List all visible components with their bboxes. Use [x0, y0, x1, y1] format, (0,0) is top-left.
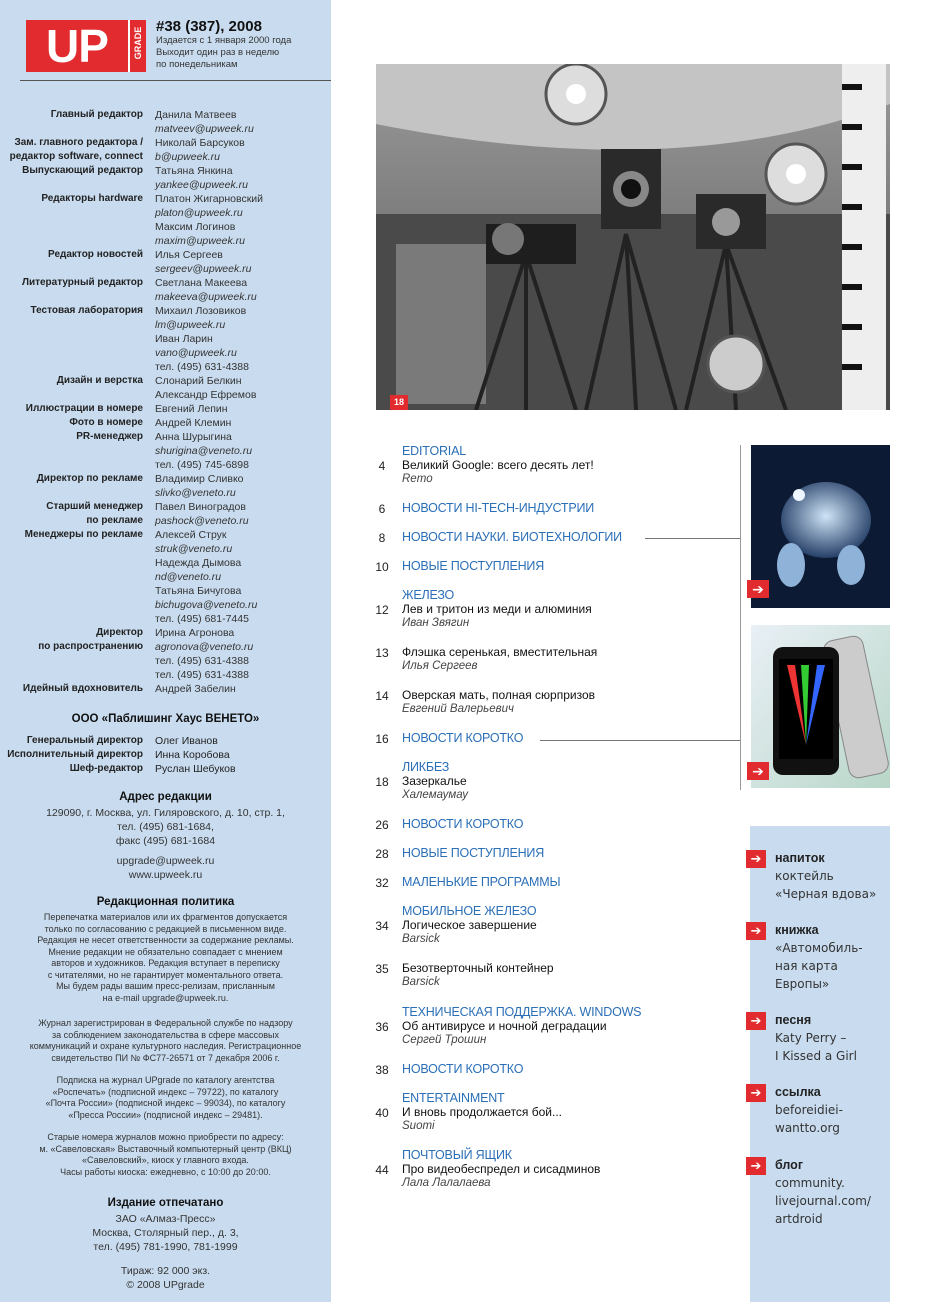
- staff-row: [0, 374, 331, 402]
- toc-author: Suomi: [402, 1120, 435, 1132]
- registration-line: Журнал зарегистрирован в Федеральной службе по надзору: [38, 1018, 293, 1028]
- leader-line: [540, 740, 740, 741]
- toc-author: Илья Сергеев: [402, 660, 478, 672]
- toc-page-number: 18: [375, 775, 389, 789]
- toc-page-number: 14: [375, 689, 389, 703]
- recommend-item: [775, 850, 876, 903]
- staff-role: по рекламе: [86, 515, 143, 526]
- toc-article-title: И вновь продолжается бой...: [402, 1105, 563, 1119]
- toc-section: МОБИЛЬНОЕ ЖЕЛЕЗО: [402, 904, 537, 918]
- toc-section: НОВОСТИ КОРОТКО: [402, 817, 524, 831]
- staff-name: Михаил Лозовиков: [155, 305, 247, 317]
- toc-section: ЛИКБЕЗ: [402, 760, 450, 774]
- recommend-text: ная карта: [775, 959, 838, 973]
- staff-name: Данила Матвеев: [155, 109, 237, 121]
- staff-role: Зам. главного редактора /: [14, 137, 143, 148]
- toc-page-number: 32: [375, 876, 389, 890]
- staff-name: Андрей Забелин: [155, 683, 236, 695]
- staff-values: [155, 430, 325, 472]
- staff-email: pashock@veneto.ru: [155, 515, 249, 527]
- old-issues-line: м. «Савеловская» Выставочный компьютерный центр (ВКЦ): [39, 1143, 292, 1154]
- staff-name: Максим Логинов: [155, 221, 236, 233]
- toc-author: Лала Лалалаева: [402, 1177, 491, 1189]
- subscription-line: «Роспечать» (подписной индекс – 79722), по каталогу: [52, 1086, 279, 1097]
- toc-article-title: Оверская мать, полная сюрпризов: [402, 688, 596, 702]
- staff-role: Литературный редактор: [21, 277, 143, 288]
- circulation-line: © 2008 UPgrade: [126, 1279, 205, 1291]
- staff-row: [0, 402, 331, 416]
- staff-values: [155, 164, 325, 192]
- publisher-name: Инна Коробова: [155, 749, 230, 761]
- toc-section: ЖЕЛЕЗО: [402, 588, 455, 602]
- recommend-text: artdroid: [775, 1212, 823, 1226]
- staff-name: тел. (495) 681-7445: [155, 613, 249, 625]
- publisher-name: Олег Иванов: [155, 735, 218, 747]
- recommend-item: [775, 1084, 843, 1137]
- recommend-text: Katy Perry –: [775, 1031, 847, 1045]
- registration-line: за соблюдением законодательства в сфере массовых: [52, 1029, 279, 1040]
- toc-article-title: Логическое завершение: [402, 918, 537, 932]
- toc-section: НОВОСТИ КОРОТКО: [402, 731, 524, 745]
- staff-name: Слонарий Белкин: [155, 375, 242, 387]
- toc-page-number: 26: [375, 818, 389, 832]
- recommend-text: Европы»: [775, 977, 830, 991]
- staff-email: b@upweek.ru: [155, 151, 220, 163]
- staff-values: [155, 248, 325, 276]
- recommend-arrow-icon: ➔: [746, 922, 766, 940]
- recommend-item: [775, 922, 863, 993]
- staff-email: bichugova@veneto.ru: [155, 599, 258, 611]
- recommend-text: community.: [775, 1176, 845, 1190]
- staff-values: [155, 514, 325, 528]
- masthead-sidebar: [0, 0, 331, 1302]
- policy-line: на e-mail upgrade@upweek.ru.: [102, 992, 229, 1003]
- publisher-row: [0, 748, 331, 762]
- toc-author: Халемаумау: [402, 789, 468, 801]
- staff-values: [155, 374, 325, 402]
- staff-email: vano@upweek.ru: [155, 347, 237, 359]
- print-title: Издание отпечатано: [107, 1197, 224, 1209]
- staff-name: тел. (495) 631-4388: [155, 655, 249, 667]
- staff-name: Евгений Лепин: [155, 403, 228, 415]
- staff-values: [155, 416, 325, 430]
- staff-role: Менеджеры по рекламе: [24, 529, 143, 540]
- toc-page-number: 4: [378, 459, 386, 473]
- address-line: 129090, г. Москва, ул. Гиляровского, д. 10, стр. 1,: [46, 807, 285, 819]
- address-line: upgrade@upweek.ru: [116, 855, 215, 867]
- staff-row: [0, 164, 331, 192]
- recommend-category: блог: [775, 1158, 804, 1172]
- staff-list: [0, 108, 331, 696]
- toc-page-number: 38: [375, 1063, 389, 1077]
- publisher-list: [0, 734, 331, 776]
- staff-role: Старший менеджер: [46, 501, 143, 512]
- toc-article-title: Лев и тритон из меди и алюминия: [402, 602, 592, 616]
- toc-section: НОВЫЕ ПОСТУПЛЕНИЯ: [402, 846, 545, 860]
- staff-values: [155, 626, 325, 640]
- publisher-row: [0, 762, 331, 776]
- toc-article-title: Зазеркалье: [402, 774, 467, 788]
- circulation-line: Тираж: 92 000 экз.: [120, 1265, 211, 1277]
- staff-values: [155, 682, 325, 696]
- logo-up-text: UP: [26, 20, 128, 72]
- publisher-role: Шеф-редактор: [69, 763, 143, 774]
- issue-number: #38 (387), 2008: [156, 18, 262, 35]
- toc-page-number: 28: [375, 847, 389, 861]
- toc-page-number: 35: [375, 962, 389, 976]
- publisher-role: Исполнительный директор: [7, 749, 143, 760]
- logo-grade-strip: [128, 20, 146, 72]
- staff-role: Редактор новостей: [48, 249, 143, 260]
- address-line: факс (495) 681-1684: [115, 835, 216, 847]
- staff-values: [155, 150, 325, 164]
- publisher-row: [0, 734, 331, 748]
- staff-email: slivko@veneto.ru: [155, 487, 236, 499]
- toc-author: Евгений Валерьевич: [402, 703, 514, 715]
- staff-name: Павел Виноградов: [155, 501, 246, 513]
- recommend-category: напиток: [775, 851, 825, 865]
- toc-author: Barsick: [402, 976, 440, 988]
- staff-name: Светлана Макеева: [155, 277, 248, 289]
- staff-name: Анна Шурыгина: [155, 431, 232, 443]
- old-issues-line: «Савеловский», киоск у главного входа.: [82, 1155, 249, 1165]
- staff-name: тел. (495) 745-6898: [155, 459, 249, 471]
- thumb-ipod-touch: [751, 625, 890, 788]
- staff-email: lm@upweek.ru: [155, 319, 226, 331]
- issue-info: [156, 18, 326, 71]
- recommend-category: книжка: [775, 923, 819, 937]
- staff-name: Иван Ларин: [155, 333, 213, 345]
- registration-line: коммуникаций и охране культурного наследия. Регистрационное: [29, 1041, 302, 1051]
- photo-page-badge: 18: [390, 395, 408, 410]
- recommend-arrow-icon: ➔: [746, 1084, 766, 1102]
- recommend-arrow-icon: ➔: [746, 1157, 766, 1175]
- recommend-item: [775, 1012, 857, 1065]
- staff-row: [0, 136, 331, 150]
- header-divider: [20, 80, 331, 81]
- publisher-name: Руслан Шебуков: [155, 763, 236, 775]
- staff-role: Иллюстрации в номере: [25, 403, 143, 414]
- old-issues-line: Старые номера журналов можно приобрести по адресу:: [47, 1132, 284, 1142]
- staff-name: Ирина Агронова: [155, 627, 235, 639]
- staff-row: [0, 150, 331, 164]
- print-line: Москва, Столярный пер., д. 3,: [92, 1227, 239, 1239]
- recommend-text: wantto.org: [775, 1121, 840, 1135]
- toc-side-rule: [740, 445, 741, 790]
- old-issues-line: Часы работы киоска: ежедневно, с 10:00 до 20:00.: [60, 1166, 271, 1177]
- staff-row: [0, 276, 331, 304]
- recommend-arrow-icon: ➔: [746, 850, 766, 868]
- toc-page-number: 34: [375, 919, 389, 933]
- toc-author: Remo: [402, 473, 433, 485]
- staff-role: Тестовая лаборатория: [30, 305, 143, 316]
- staff-role: по распространению: [38, 641, 143, 652]
- toc-page-number: 10: [375, 560, 389, 574]
- staff-role: Дизайн и верстка: [56, 375, 143, 386]
- toc-article-title: Об антивирусе и ночной деградации: [402, 1019, 607, 1033]
- staff-email: struk@veneto.ru: [155, 543, 233, 555]
- staff-row: [0, 430, 331, 472]
- staff-values: [155, 108, 325, 136]
- staff-email: agronova@veneto.ru: [155, 641, 254, 653]
- issue-line: Издается с 1 января 2000 года: [156, 35, 292, 46]
- subscription-line: «Пресса России» (подписной индекс – 29481).: [68, 1109, 263, 1120]
- staff-values: [155, 528, 325, 626]
- staff-row: [0, 304, 331, 374]
- staff-name: Платон Жигарновский: [155, 193, 264, 205]
- staff-email: makeeva@upweek.ru: [155, 291, 257, 303]
- toc-author: Иван Звягин: [402, 617, 470, 629]
- staff-email: nd@veneto.ru: [155, 571, 222, 583]
- staff-email: platon@upweek.ru: [155, 207, 243, 219]
- staff-row: [0, 108, 331, 136]
- policy-line: Мнение редакции не обязательно совпадает с мнением: [48, 946, 283, 957]
- logo-grade-text: GRADE: [133, 26, 143, 60]
- subscription-line: Подписка на журнал UPgrade по каталогу агентства: [56, 1075, 275, 1085]
- thumb-tardigrade: [751, 445, 890, 608]
- policy-line: Мы будем рады вашим пресс-релизам, присланным: [56, 981, 275, 991]
- staff-name: тел. (495) 631-4388: [155, 361, 249, 373]
- registration-line: свидетельство ПИ № ФС77-26571 от 7 декабря 2006 г.: [51, 1052, 280, 1063]
- staff-email: sergeev@upweek.ru: [155, 263, 252, 275]
- policy-line: с читателями, но не гарантирует моментального ответа.: [47, 969, 284, 980]
- staff-row: [0, 682, 331, 696]
- staff-row: [0, 640, 331, 682]
- staff-name: Надежда Дымова: [155, 557, 242, 569]
- staff-row: [0, 528, 331, 626]
- toc-section: НОВЫЕ ПОСТУПЛЕНИЯ: [402, 559, 545, 573]
- policy-line: Перепечатка материалов или их фрагментов допускается: [43, 912, 288, 922]
- address-title: Адрес редакции: [119, 791, 212, 803]
- print-block: [8, 1212, 323, 1254]
- toc-author: Barsick: [402, 933, 440, 945]
- staff-role: Фото в номере: [69, 417, 143, 428]
- recommend-text: I Kissed a Girl: [775, 1049, 857, 1063]
- staff-email: shurigina@veneto.ru: [155, 445, 253, 457]
- toc-article-title: Безотверточный контейнер: [402, 961, 554, 975]
- staff-role: PR-менеджер: [76, 431, 143, 442]
- publisher-role: Генеральный директор: [26, 735, 143, 746]
- staff-values: [155, 276, 325, 304]
- staff-name: Андрей Клемин: [155, 417, 232, 429]
- toc-section: НОВОСТИ HI-TECH-ИНДУСТРИИ: [402, 501, 595, 515]
- toc-section: ТЕХНИЧЕСКАЯ ПОДДЕРЖКА. WINDOWS: [402, 1005, 642, 1019]
- staff-role: Идейный вдохновитель: [22, 683, 143, 694]
- toc-page-number: 13: [375, 646, 389, 660]
- staff-name: Илья Сергеев: [155, 249, 223, 261]
- staff-values: [155, 192, 325, 248]
- policy-paragraph: [8, 912, 323, 1004]
- toc-article-title: Флэшка серенькая, вместительная: [402, 645, 598, 659]
- recommend-text: коктейль: [775, 869, 834, 883]
- staff-values: [155, 472, 325, 500]
- staff-name: Алексей Струк: [155, 529, 227, 541]
- staff-name: тел. (495) 631-4388: [155, 669, 249, 681]
- toc-section: ПОЧТОВЫЙ ЯЩИК: [402, 1148, 512, 1162]
- staff-values: [155, 640, 325, 682]
- toc-article-title: Великий Google: всего десять лет!: [402, 458, 594, 472]
- toc-page-number: 8: [378, 531, 386, 545]
- toc-section: ENTERTAINMENT: [402, 1091, 505, 1105]
- toc-article-title: Про видеобеспредел и сисадминов: [402, 1162, 601, 1176]
- staff-email: yankee@upweek.ru: [155, 179, 248, 191]
- policy-line: Редакция не несет ответственности за содержание рекламы.: [37, 935, 294, 945]
- print-line: тел. (495) 781-1990, 781-1999: [93, 1241, 238, 1253]
- staff-values: [155, 402, 325, 416]
- toc-section: МАЛЕНЬКИЕ ПРОГРАММЫ: [402, 875, 561, 889]
- toc-page-number: 36: [375, 1020, 389, 1034]
- staff-name: Александр Ефремов: [155, 389, 257, 401]
- registration-paragraph: [8, 1018, 323, 1064]
- publisher-title: ООО «Паблишинг Хаус ВЕНЕТО»: [71, 713, 260, 725]
- cameras-illustration: [376, 64, 890, 410]
- print-line: ЗАО «Алмаз-Пресс»: [115, 1213, 216, 1225]
- address-line: тел. (495) 681-1684,: [117, 821, 214, 833]
- cover-photo-cameras: [376, 64, 890, 410]
- toc-page-number: 6: [378, 502, 386, 516]
- policy-title: Редакционная политика: [96, 896, 235, 908]
- address-line: www.upweek.ru: [128, 869, 203, 881]
- recommend-category: ссылка: [775, 1085, 821, 1099]
- ipod-illustration: [751, 625, 890, 788]
- staff-row: [0, 248, 331, 276]
- issue-line: Выходит один раз в неделю: [156, 47, 280, 58]
- toc-author: Сергей Трошин: [402, 1034, 487, 1046]
- staff-role: Главный редактор: [50, 109, 143, 120]
- staff-role: Директор: [96, 627, 143, 638]
- staff-role: Директор по рекламе: [36, 473, 143, 484]
- toc-page-number: 40: [375, 1106, 389, 1120]
- leader-line: [645, 538, 740, 539]
- staff-role: Выпускающий редактор: [22, 165, 143, 176]
- staff-row: [0, 626, 331, 640]
- recommend-arrow-icon: ➔: [746, 1012, 766, 1030]
- staff-values: [155, 304, 325, 374]
- subscription-line: «Почта России» (подписной индекс – 99034), по каталогу: [45, 1098, 286, 1108]
- recommend-item: [775, 1157, 871, 1228]
- staff-row: [0, 416, 331, 430]
- staff-role: редактор software, connect: [9, 151, 143, 162]
- staff-row: [0, 192, 331, 248]
- recommend-text: «Автомобиль-: [775, 941, 863, 955]
- staff-email: maxim@upweek.ru: [155, 235, 246, 247]
- toc-page-number: 12: [375, 603, 389, 617]
- address-block: [8, 806, 323, 882]
- staff-row: [0, 514, 331, 528]
- staff-role: Редакторы hardware: [41, 193, 143, 204]
- toc-section: НОВОСТИ КОРОТКО: [402, 1062, 524, 1076]
- tardigrade-illustration: [751, 445, 890, 608]
- staff-values: [155, 500, 325, 514]
- circulation-block: [8, 1264, 323, 1292]
- staff-email: matveev@upweek.ru: [155, 123, 254, 135]
- staff-values: [155, 136, 325, 150]
- staff-name: Татьяна Янкина: [155, 165, 233, 177]
- thumb-arrow-icon: ➔: [747, 580, 769, 598]
- issue-line: по понедельникам: [156, 59, 238, 70]
- recommend-category: песня: [775, 1013, 812, 1027]
- toc-section: EDITORIAL: [402, 444, 466, 458]
- policy-line: только по согласованию с редакцией в письменном виде.: [44, 923, 287, 934]
- staff-name: Николай Барсуков: [155, 137, 245, 149]
- subscription-paragraph: [8, 1075, 323, 1121]
- old-issues-paragraph: [8, 1132, 323, 1178]
- staff-name: Татьяна Бичугова: [155, 585, 242, 597]
- toc-section: НОВОСТИ НАУКИ. БИОТЕХНОЛОГИИ: [402, 530, 622, 544]
- thumb-arrow-icon: ➔: [747, 762, 769, 780]
- toc-page-number: 44: [375, 1163, 389, 1177]
- upgrade-logo: [26, 20, 144, 72]
- staff-row: [0, 472, 331, 500]
- recommend-text: livejournal.com/: [775, 1194, 871, 1208]
- staff-name: Владимир Сливко: [155, 473, 244, 485]
- policy-line: авторов и художников. Редакция вступает в переписку: [51, 958, 280, 968]
- recommend-text: «Черная вдова»: [775, 887, 877, 901]
- recommend-text: beforeidiei-: [775, 1103, 843, 1117]
- staff-row: [0, 500, 331, 514]
- toc-page-number: 16: [375, 732, 389, 746]
